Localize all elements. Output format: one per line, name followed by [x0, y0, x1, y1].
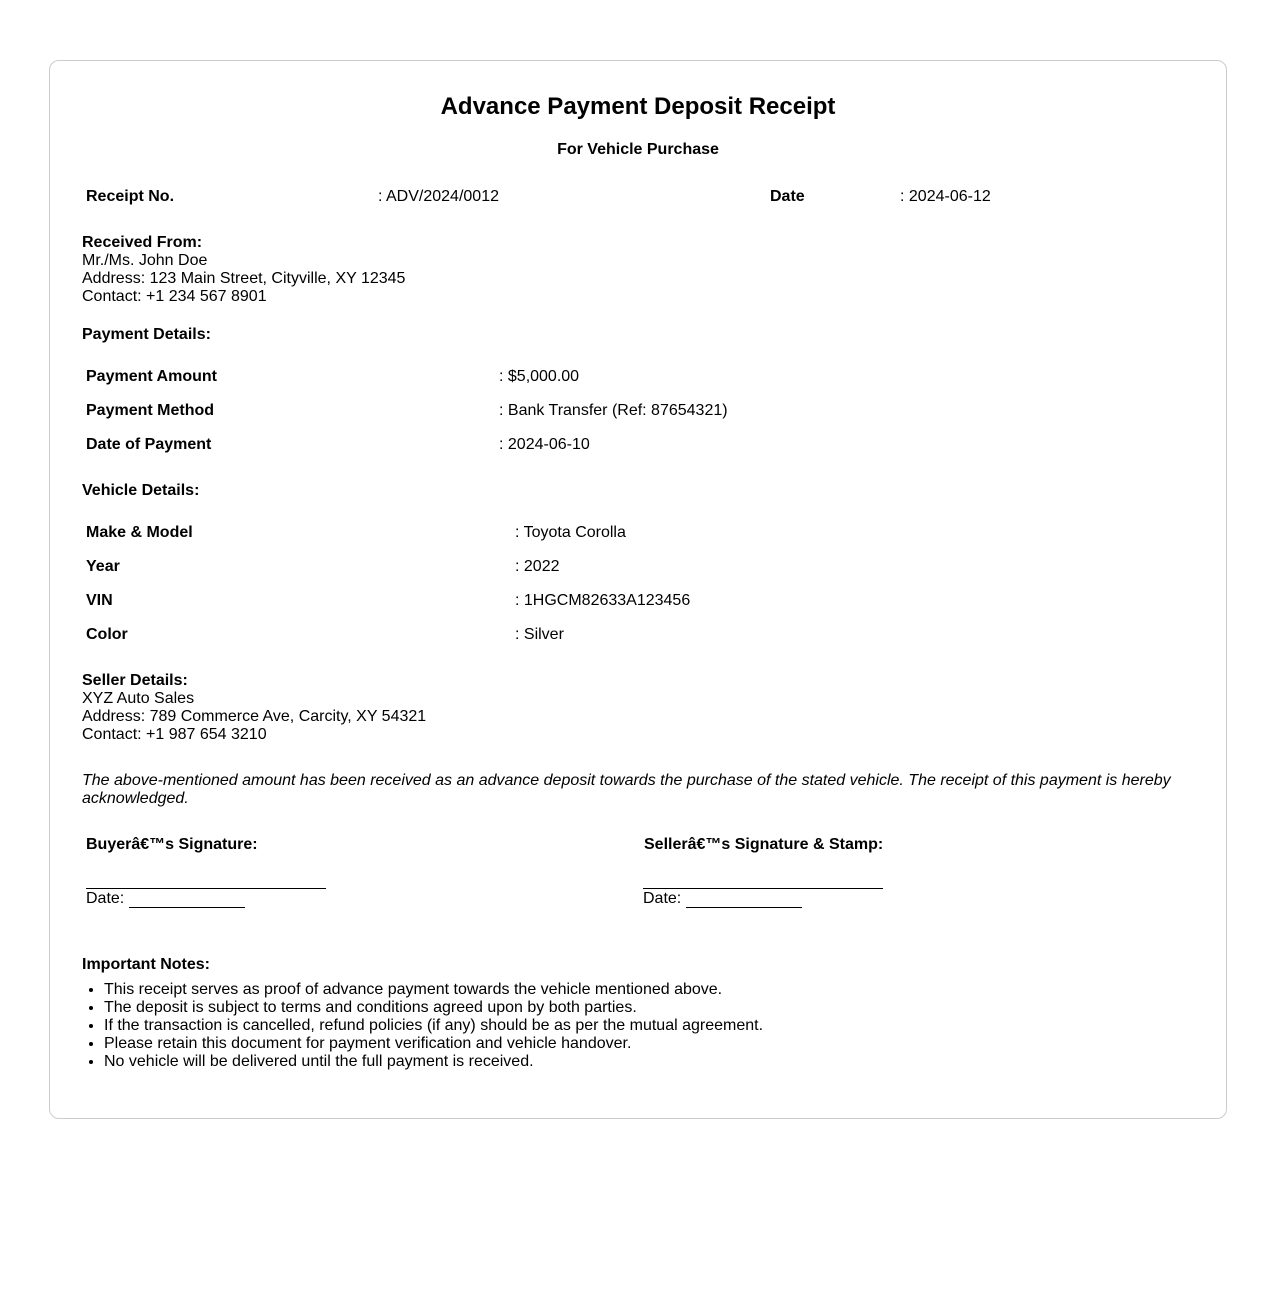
seller-details-section [82, 672, 426, 744]
receipt-date-value: : 2024-06-12 [900, 188, 991, 205]
payment-details-heading: Payment Details: [82, 326, 211, 343]
payment-date-value: : 2024-06-10 [499, 436, 590, 453]
received-from-name: Mr./Ms. John Doe [82, 252, 208, 269]
payment-amount-label: Payment Amount [86, 368, 217, 385]
acknowledgement-statement: The above-mentioned amount has been received as an advance deposit towards the purchase of the stated vehicle. The receipt of this payment is hereby acknowledged. [82, 772, 1171, 807]
receipt-title: Advance Payment Deposit Receipt [440, 93, 836, 120]
received-from-section [82, 234, 405, 306]
seller-signature-label: Sellerâ€™s Signature & Stamp: [644, 836, 884, 853]
note-item: • Please retain this document for payment verification and vehicle handover. [104, 1035, 763, 1053]
vehicle-year-value: : 2022 [515, 558, 560, 575]
vehicle-color-label: Color [86, 626, 128, 643]
important-notes-list [82, 981, 763, 1071]
buyer-signature-label: Buyerâ€™s Signature: [86, 836, 258, 853]
buyer-date-field [86, 890, 245, 908]
payment-method-value: : Bank Transfer (Ref: 87654321) [499, 402, 728, 419]
seller-date-line [686, 893, 802, 908]
payment-amount-value: : $5,000.00 [499, 368, 580, 385]
buyer-date-line [129, 893, 245, 908]
vehicle-year-label: Year [86, 558, 120, 575]
seller-name: XYZ Auto Sales [82, 690, 195, 707]
buyer-signature-line [86, 888, 326, 889]
received-from-contact: Contact: +1 234 567 8901 [82, 288, 267, 305]
note-item: • The deposit is subject to terms and conditions agreed upon by both parties. [104, 999, 763, 1017]
vehicle-make-label: Make & Model [86, 524, 193, 541]
vehicle-make-value: : Toyota Corolla [515, 524, 626, 541]
seller-address: Address: 789 Commerce Ave, Carcity, XY 54321 [82, 708, 427, 725]
receipt-subtitle: For Vehicle Purchase [557, 141, 719, 158]
payment-date-label: Date of Payment [86, 436, 212, 453]
note-item: • This receipt serves as proof of advance payment towards the vehicle mentioned above. [104, 981, 763, 999]
receipt-no-value: : ADV/2024/0012 [378, 188, 499, 205]
received-from-address: Address: 123 Main Street, Cityville, XY 12345 [82, 270, 406, 287]
note-item: • No vehicle will be delivered until the full payment is received. [104, 1053, 763, 1071]
note-item: • If the transaction is cancelled, refund policies (if any) should be as per the mutual agreement. [104, 1017, 763, 1035]
seller-contact: Contact: +1 987 654 3210 [82, 726, 267, 743]
receipt-card [49, 60, 1227, 1119]
receipt-date-label: Date [770, 188, 805, 205]
vehicle-vin-label: VIN [86, 592, 113, 609]
seller-date-label: Date: [643, 890, 682, 907]
seller-signature-line [643, 888, 883, 889]
payment-method-label: Payment Method [86, 402, 215, 419]
buyer-date-label: Date: [86, 890, 125, 907]
seller-date-field [643, 890, 802, 908]
vehicle-color-value: : Silver [515, 626, 564, 643]
vehicle-vin-value: : 1HGCM82633A123456 [515, 592, 691, 609]
seller-details-heading: Seller Details: [82, 672, 188, 689]
received-from-heading: Received From: [82, 234, 203, 251]
vehicle-details-heading: Vehicle Details: [82, 482, 200, 499]
important-notes-heading: Important Notes: [82, 956, 210, 973]
receipt-no-label: Receipt No. [86, 188, 175, 205]
